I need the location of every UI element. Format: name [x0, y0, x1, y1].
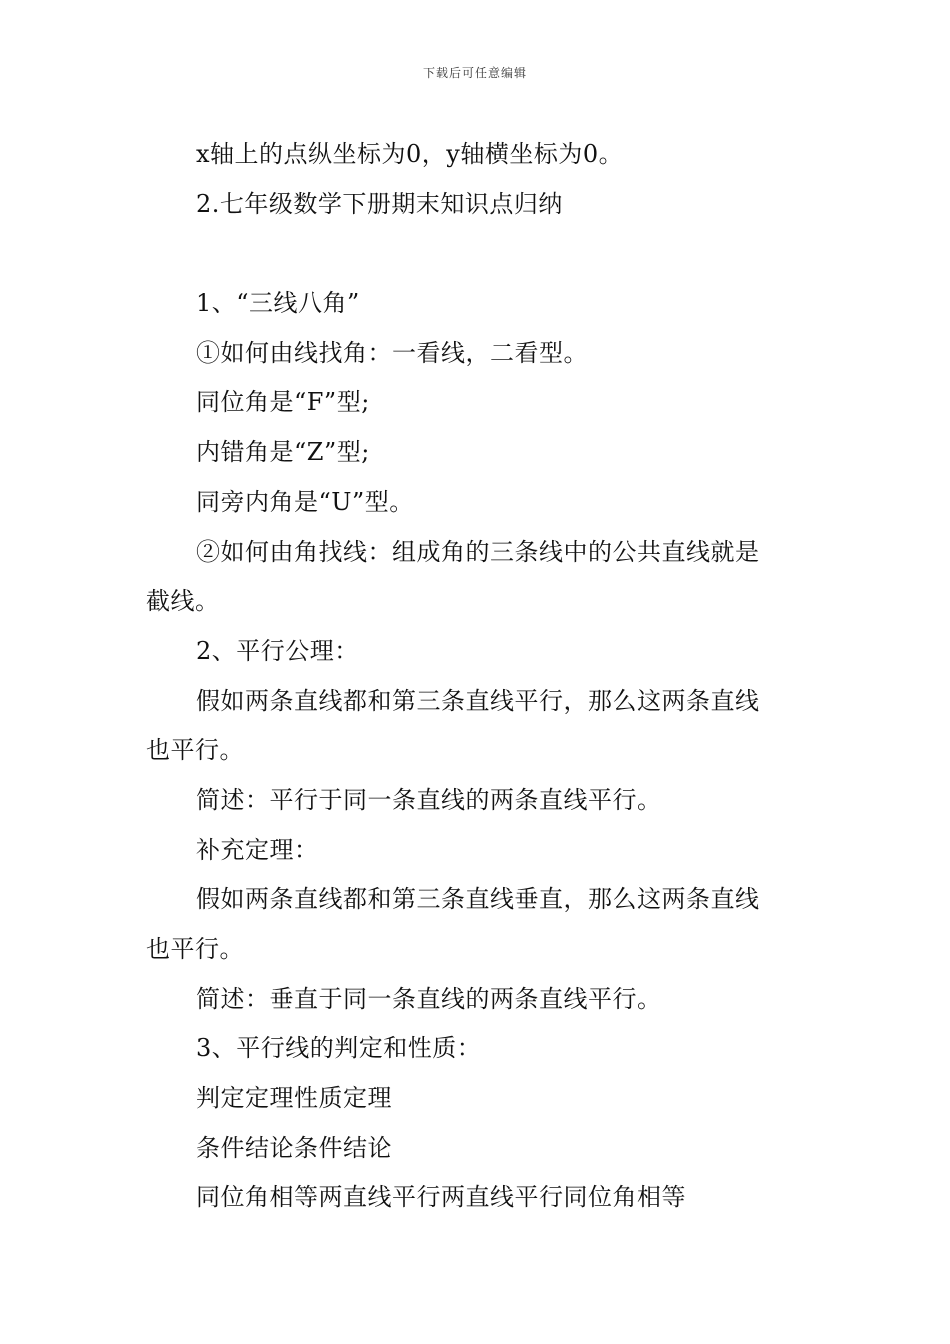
paragraph-continuation: 也平行。: [146, 935, 244, 963]
blank-line: [146, 229, 818, 279]
paragraph-line: 简述：垂直于同一条直线的两条直线平行。: [196, 984, 662, 1013]
topic-heading: 3、平行线的判定和性质：: [196, 1034, 482, 1063]
paragraph-line: 简述：平行于同一条直线的两条直线平行。: [196, 785, 662, 814]
paragraph-line: 同旁内角是“U”型。: [196, 487, 414, 516]
paragraph-line: x轴上的点纵坐标为0，y轴横坐标为0。: [196, 140, 624, 168]
section-heading: 2.七年级数学下册期末知识点归纳: [196, 189, 563, 218]
page-header: 下载后可任意编辑: [422, 66, 527, 80]
paragraph-line: 条件结论条件结论: [196, 1133, 392, 1162]
paragraph-line: 内错角是“Z”型;: [196, 438, 370, 467]
paragraph-line: 同位角相等两直线平行两直线平行同位角相等: [196, 1183, 686, 1212]
paragraph-line: 同位角是“F”型;: [196, 388, 370, 417]
topic-heading: 1、“三线八角”: [196, 289, 360, 318]
paragraph-line: 假如两条直线都和第三条直线平行，那么这两条直线: [196, 686, 760, 715]
paragraph-line: ②如何由角找线：组成角的三条线中的公共直线就是: [196, 537, 760, 566]
topic-heading: 2、平行公理：: [196, 636, 359, 665]
paragraph-line: ①如何由线找角：一看线，二看型。: [196, 338, 588, 367]
paragraph-line: 判定定理性质定理: [196, 1084, 392, 1113]
paragraph-continuation: 也平行。: [146, 736, 244, 765]
paragraph-continuation: 截线。: [146, 587, 220, 616]
paragraph-line: 假如两条直线都和第三条直线垂直，那么这两条直线: [196, 885, 760, 914]
paragraph-line: 补充定理：: [196, 835, 319, 864]
document-body: [146, 130, 818, 1223]
